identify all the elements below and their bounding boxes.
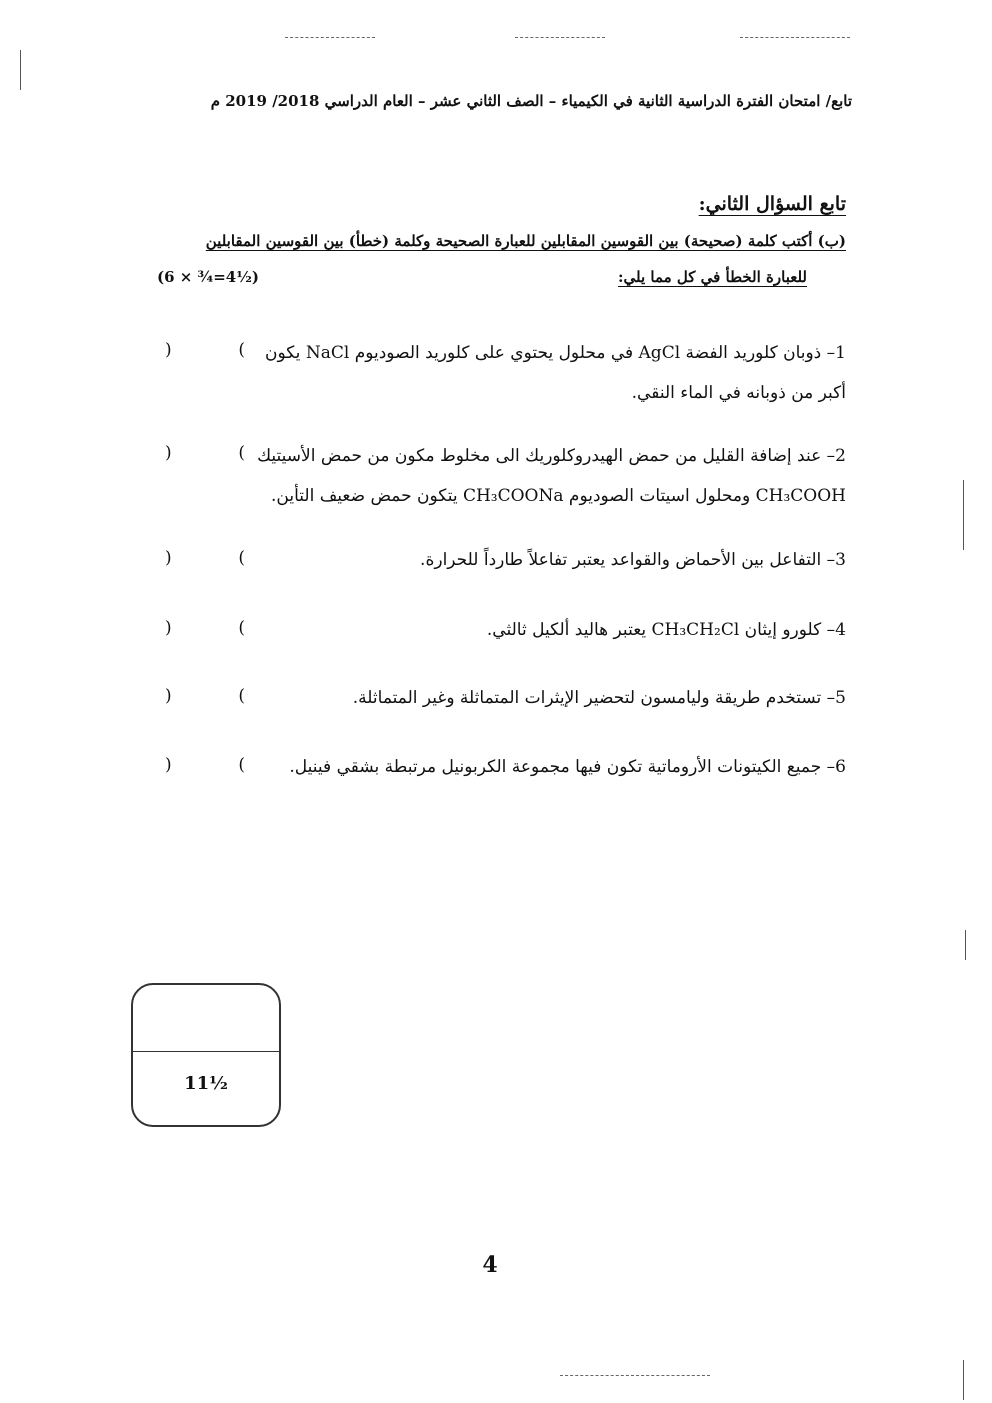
question-3-line-1: 3– التفاعل بين الأحماض والقواعد يعتبر تفاعلاً طارداً للحرارة. (420, 550, 846, 570)
answer-blank-1-open: ( (238, 340, 245, 360)
question-1-line-2: أكبر من ذوبانه في الماء النقي. (631, 383, 846, 403)
instruction-line-2: للعبارة الخطأ في كل مما يلي: (617, 268, 807, 286)
page-number: 4 (482, 1252, 498, 1278)
answer-blank-6-open: ( (238, 755, 245, 775)
answer-blank-1-close: ) (165, 340, 172, 360)
answer-blank-2-close: ) (165, 443, 172, 463)
question-4 (266, 610, 846, 650)
scan-bottom-dash (560, 1375, 710, 1377)
question-6-line-1: 6– جميع الكيتونات الأروماتية تكون فيها مجموعة الكربونيل مرتبطة بشقي فينيل. (289, 757, 846, 777)
question-1 (266, 333, 846, 413)
instruction-line-1: (ب) أكتب كلمة (صحيحة) بين القوسين المقابلين للعبارة الصحيحة وكلمة (خطأ) بين القوسين المقابلين (205, 232, 846, 250)
answer-blank-2-open: ( (238, 443, 245, 463)
answer-blank-6-close: ) (165, 755, 172, 775)
answer-blank-5-close: ) (165, 686, 172, 706)
scan-margin-line-right-2 (965, 930, 966, 960)
question-4-line-1: 4– كلورو إيثان CH₃CH₂Cl يعتبر هاليد ألكيل ثالثي. (486, 620, 846, 640)
answer-blank-4-close: ) (165, 618, 172, 638)
answer-blank-3-close: ) (165, 548, 172, 568)
question-5-line-1: 5– تستخدم طريقة وليامسون لتحضير الإيثرات المتماثلة وغير المتماثلة. (352, 688, 846, 708)
exam-header: تابع/ امتحان الفترة الدراسية الثانية في الكيمياء – الصف الثاني عشر – العام الدراسي 2018/ 2019 م (210, 92, 852, 110)
scan-top-dash-2 (515, 37, 605, 39)
question-1-line-1: 1– ذوبان كلوريد الفضة AgCl في محلول يحتوي على كلوريد الصوديوم NaCl يكون (265, 343, 846, 363)
question-3 (266, 540, 846, 580)
scan-margin-line-right-3 (963, 1360, 964, 1400)
question-2 (257, 436, 846, 516)
score-box-divider (133, 1051, 279, 1052)
answer-blank-5-open: ( (238, 686, 245, 706)
question-2-line-2: CH₃COOH ومحلول اسيتات الصوديوم CH₃COONa يتكون حمض ضعيف التأين. (271, 486, 846, 506)
answer-blank-3-open: ( (238, 548, 245, 568)
section-title: تابع السؤال الثاني: (698, 193, 846, 215)
score-box (131, 983, 281, 1127)
score-box-total: 11½ (184, 1073, 228, 1094)
question-2-line-1: 2– عند إضافة القليل من حمض الهيدروكلوريك الى مخلوط مكون من حمض الأسيتيك (257, 446, 846, 466)
question-5 (266, 678, 846, 718)
scan-top-dash-3 (740, 37, 850, 39)
answer-blank-4-open: ( (238, 618, 245, 638)
scan-top-dash-1 (285, 37, 375, 39)
question-6 (266, 747, 846, 787)
marks-allocation: (6 × ¾=4½) (157, 268, 259, 286)
scan-margin-line-right (963, 480, 964, 550)
scan-margin-line-left (20, 50, 21, 90)
